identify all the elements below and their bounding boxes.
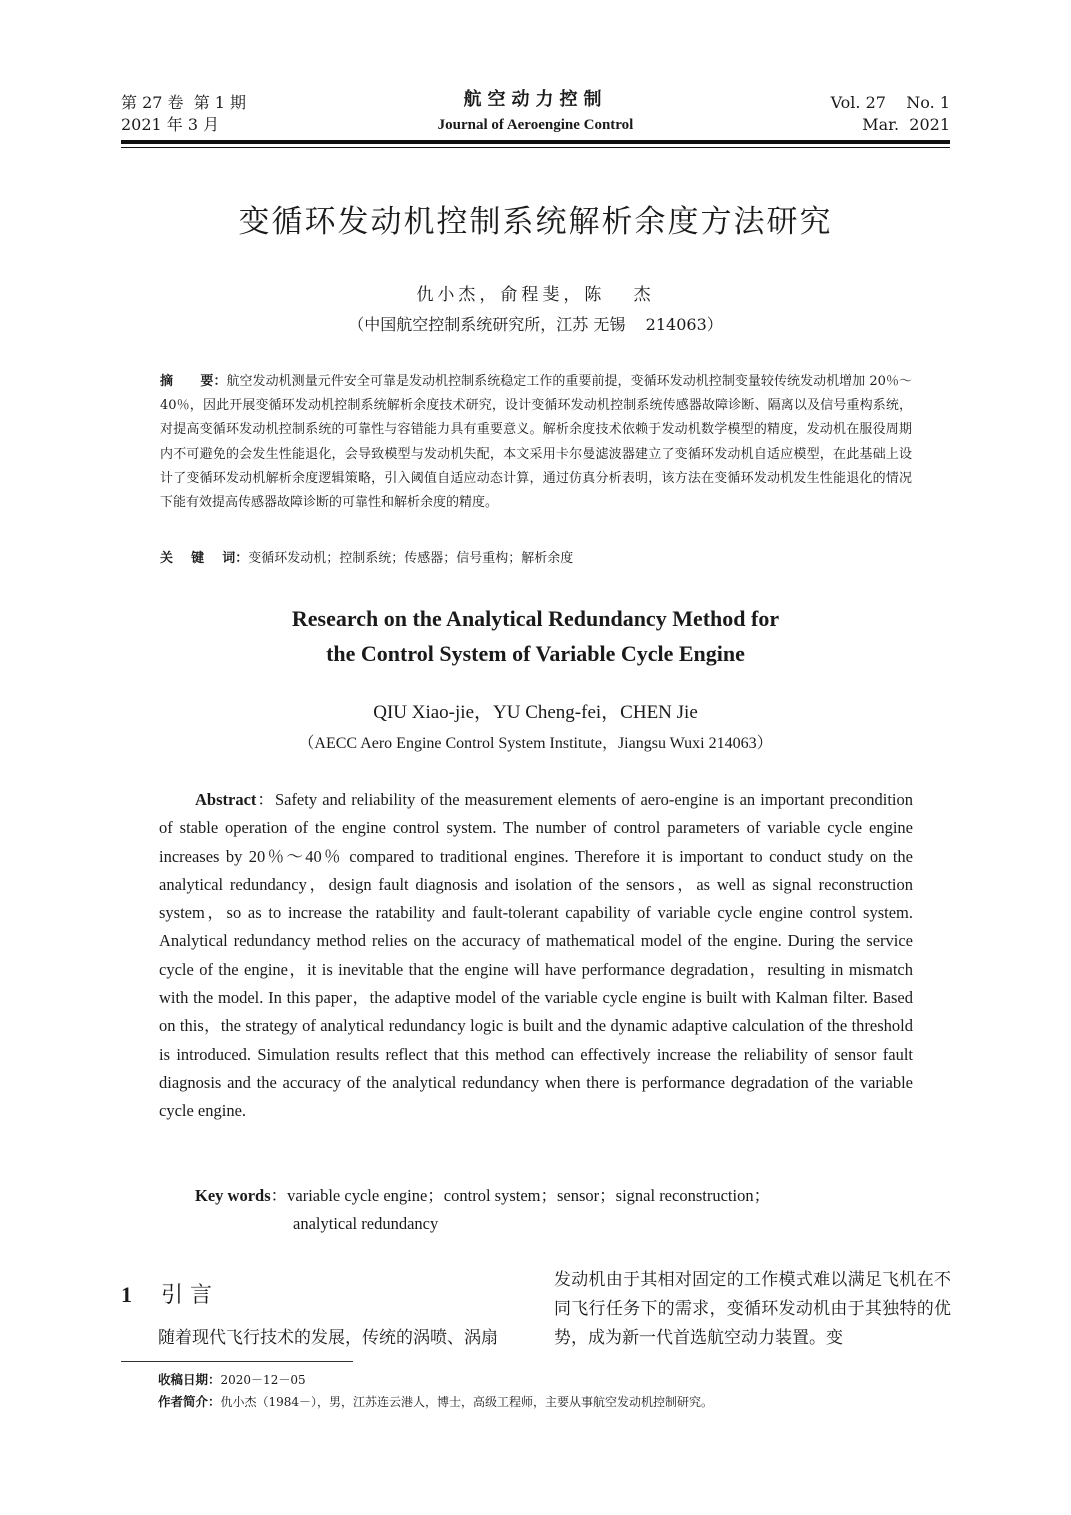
header-rule-thick — [121, 140, 950, 144]
keywords-cn-text: 变循环发动机；控制系统；传感器；信号重构；解析余度 — [248, 551, 574, 566]
abstract-en-label: Abstract — [195, 790, 257, 809]
affiliation-cn: （中国航空控制系统研究所，江苏 无锡 214063） — [348, 315, 723, 334]
footnote-rule — [121, 1361, 353, 1362]
received-date — [158, 1369, 950, 1391]
keywords-cn — [160, 547, 912, 571]
header-rule-thin — [121, 147, 950, 148]
paper-title-cn: 变循环发动机控制系统解析余度方法研究 — [238, 204, 833, 240]
received-date-value: 2020－12－05 — [220, 1373, 306, 1387]
keywords-en-text-line1: ：variable cycle engine；control system；sensor；signal reconstruction； — [270, 1186, 771, 1205]
abstract-en — [159, 786, 913, 1126]
body-text-left: 随着现代飞行技术的发展，传统的涡喷、涡扇 — [158, 1328, 498, 1348]
abstract-cn-text: 航空发动机测量元件安全可靠是发动机控制系统稳定工作的重要前提，变循环发动机控制变量较传统发动机增加 20％～40％，因此开展变循环发动机控制系统解析余度技术研究，设计变循环发动机控制系统传感器故障诊断、隔离以及信号重构系统，对提高变循环发动机控制系统的可靠性与容错能力具有重要意义。解析余度技术依赖于发动机数学模型的精度，发动机在服役周期内不可避免的会发生性能退化，会导致模型与发动机失配，本文采用卡尔曼滤波器建立了变循环发动机自适应模型，在此基础上设计了变循环发动机解析余度逻辑策略，引入阈值自适应动态计算，通过仿真分析表明，该方法在变循环发动机发生性能退化的情况下能有效提高传感器故障诊断的可靠性和解析余度的精度。 — [160, 374, 912, 511]
section-title: 引 言 — [161, 1283, 212, 1308]
received-date-label: 收稿日期： — [158, 1372, 221, 1387]
section-number: 1 — [121, 1282, 132, 1307]
abstract-cn-label: 摘 要： — [160, 374, 227, 389]
issue-info — [121, 92, 246, 136]
paper-title-en-line2: the Control System of Variable Cycle Engine — [326, 641, 745, 666]
volume-issue-en: Vol. 27 No. 1 — [830, 93, 950, 112]
affiliation-en: （AECC Aero Engine Control System Institute，Jiangsu Wuxi 214063） — [298, 735, 773, 752]
date-cn: 2021 年 3 月 — [121, 115, 220, 134]
author-bio-value: 仇小杰（1984－），男，江苏连云港人，博士，高级工程师，主要从事航空发动机控制研究。 — [220, 1395, 714, 1409]
abstract-en-text: ：Safety and reliability of the measurement elements of aero-engine is an important precondition of stable operation of the engine control system. The number of control parameters of variable cycle engine increases by 20％～40％ compared to traditional engines. Therefore it is important to conduct study on the analytical redundancy，design fault diagnosis and isolation of the sensors，as well as signal reconstruction system，so as to increase the ratability and fault-tolerant capability of variable cycle engine control system. Analytical redundancy method relies on the accuracy of mathematical model of the engine. During the service cycle of the engine，it is inevitable that the engine will have performance degradation，resulting in mismatch with the model. In this paper，the adaptive model of the variable cycle engine is built with Kalman filter. Based on this，the strategy of analytical redundancy logic is built and the dynamic adaptive calculation of the threshold is introduced. Simulation results reflect that this method can effectively increase the reliability of sensor fault diagnosis and the accuracy of the analytical redundancy when there is performance degradation of the variable cycle engine. — [159, 790, 913, 1121]
date-en: Mar. 2021 — [862, 115, 950, 134]
volume-issue-cn: 第 27 卷 第 1 期 — [121, 93, 247, 112]
abstract-cn — [160, 370, 912, 515]
section-heading — [121, 1280, 212, 1311]
body-text-right: 发动机由于其相对固定的工作模式难以满足飞机在不同飞行任务下的需求，变循环发动机由于其独特的优势，成为新一代首选航空动力装置。变 — [554, 1270, 951, 1348]
keywords-en — [195, 1182, 913, 1210]
paper-title-en — [0, 601, 1071, 671]
author-bio-label: 作者简介： — [158, 1394, 221, 1409]
authors-cn: 仇小杰，俞程斐，陈 杰 — [416, 285, 655, 305]
keywords-en-label: Key words — [195, 1186, 271, 1205]
paper-title-en-line1: Research on the Analytical Redundancy Method for — [291, 606, 780, 631]
author-bio — [158, 1391, 950, 1413]
journal-name — [300, 88, 771, 136]
journal-name-cn: 航空动力控制 — [463, 89, 608, 110]
issue-info-en — [831, 92, 950, 136]
journal-name-en: Journal of Aeroengine Control — [437, 117, 634, 133]
authors-en: QIU Xiao-jie，YU Cheng-fei，CHEN Jie — [373, 702, 698, 723]
footnote — [158, 1369, 950, 1413]
keywords-en-text-line2: analytical redundancy — [293, 1214, 439, 1233]
keywords-cn-label: 关 键 词： — [160, 551, 249, 566]
